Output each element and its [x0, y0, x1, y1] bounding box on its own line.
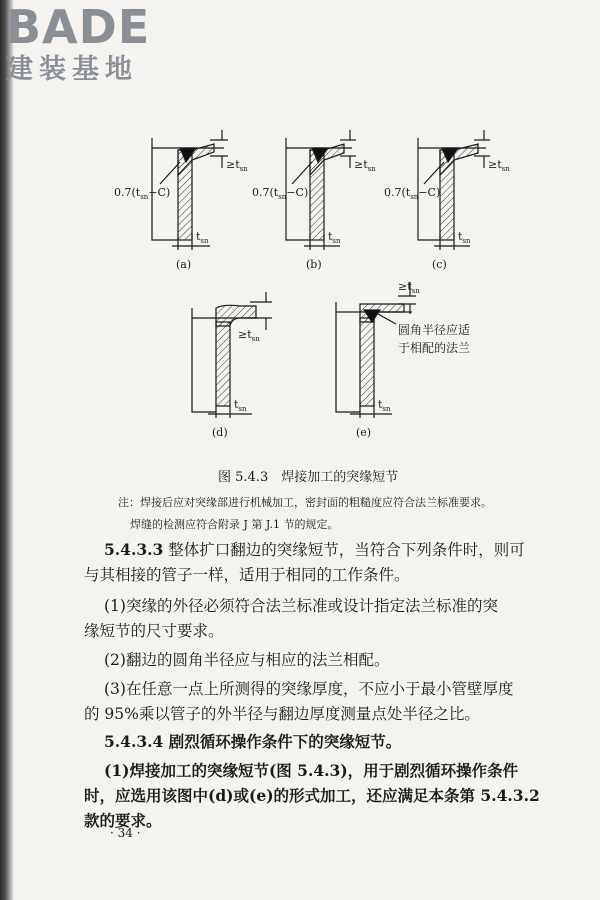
section-5433-text-1: 整体扩口翻边的突缘短节，当符合下列条件时，则可	[168, 541, 525, 559]
section-5434-heading	[104, 730, 401, 754]
section-5433-text-2: 与其相接的管子一样，适用于相同的工作条件。	[84, 566, 410, 584]
section-5434-line-2: 时，应选用该图中(d)或(e)的形式加工，还应满足本条第 5.4.3.2	[84, 786, 540, 805]
section-5434-line-1: (1)焊接加工的突缘短节(图 5.4.3)，用于剧烈循环操作条件	[104, 761, 519, 780]
panel-b-thickness-label: $\ge t_{sn}$	[354, 158, 376, 173]
section-5433-item3-1: (3)在任意一点上所测得的突缘厚度，不应小于最小管壁厚度	[104, 680, 514, 698]
panel-e-radius-note-2: 于相配的法兰	[398, 341, 471, 355]
panel-e-label: (e)	[356, 426, 372, 439]
section-5433-number: 5.4.3.3	[104, 540, 164, 559]
panel-c-label: (c)	[432, 258, 447, 271]
panel-e-wall-label: $t_{sn}$	[378, 398, 391, 413]
panel-e-thickness-label: $\ge t_{sn}$	[398, 280, 420, 295]
figure-note-2: 焊缝的检测应符合附录 J 第 J.1 节的规定。	[130, 518, 339, 531]
figure-note-1: 注：焊接后应对突缘部进行机械加工，密封面的粗糙度应符合法兰标准要求。	[118, 496, 492, 509]
section-5433-item1-1: (1)突缘的外径必须符合法兰标准或设计指定法兰标准的突	[104, 597, 498, 615]
logo-subtitle: 建装基地	[6, 54, 138, 85]
panel-d-wall-label: $t_{sn}$	[234, 398, 247, 413]
section-5433-item3-2: 的 95%乘以管子的外半径与翻边厚度测量点处半径之比。	[84, 705, 480, 723]
panel-c-wall-label: $t_{sn}$	[458, 230, 471, 245]
panel-a-wall-label: $t_{sn}$	[196, 230, 209, 245]
section-5434-title: 剧烈循环操作条件下的突缘短节。	[168, 732, 402, 751]
section-5433-item2: (2)翻边的圆角半径应与相应的法兰相配。	[104, 651, 390, 669]
panel-c-thickness-label: $\ge t_{sn}$	[488, 158, 510, 173]
section-5434-number: 5.4.3.4	[104, 732, 164, 751]
panel-a-label: (a)	[176, 258, 192, 271]
panel-d-drawing	[192, 292, 272, 418]
panel-b-wall-label: $t_{sn}$	[328, 230, 341, 245]
figure-caption: 图 5.4.3 焊接加工的突缘短节	[218, 470, 399, 485]
panel-b-label: (b)	[306, 258, 322, 271]
panel-a-thickness-label: $\ge t_{sn}$	[226, 158, 248, 173]
panel-d-label: (d)	[212, 426, 228, 439]
section-5433-heading-line	[104, 538, 525, 562]
logo-brand: BADE	[6, 0, 151, 54]
panel-c-weld-label: $0.7(t_{sn}-C)$	[384, 186, 441, 201]
panel-e-radius-note-1: 圆角半径应适	[398, 323, 471, 337]
panel-a-weld-label: $0.7(t_{sn}-C)$	[114, 186, 171, 201]
section-5434-line-3: 款的要求。	[84, 811, 162, 830]
section-5433-item1-2: 缘短节的尺寸要求。	[84, 622, 224, 640]
panel-d-thickness-label: $\ge t_{sn}$	[238, 328, 260, 343]
page-number: · 34 ·	[110, 826, 141, 840]
panel-b-weld-label: $0.7(t_{sn}-C)$	[252, 186, 309, 201]
